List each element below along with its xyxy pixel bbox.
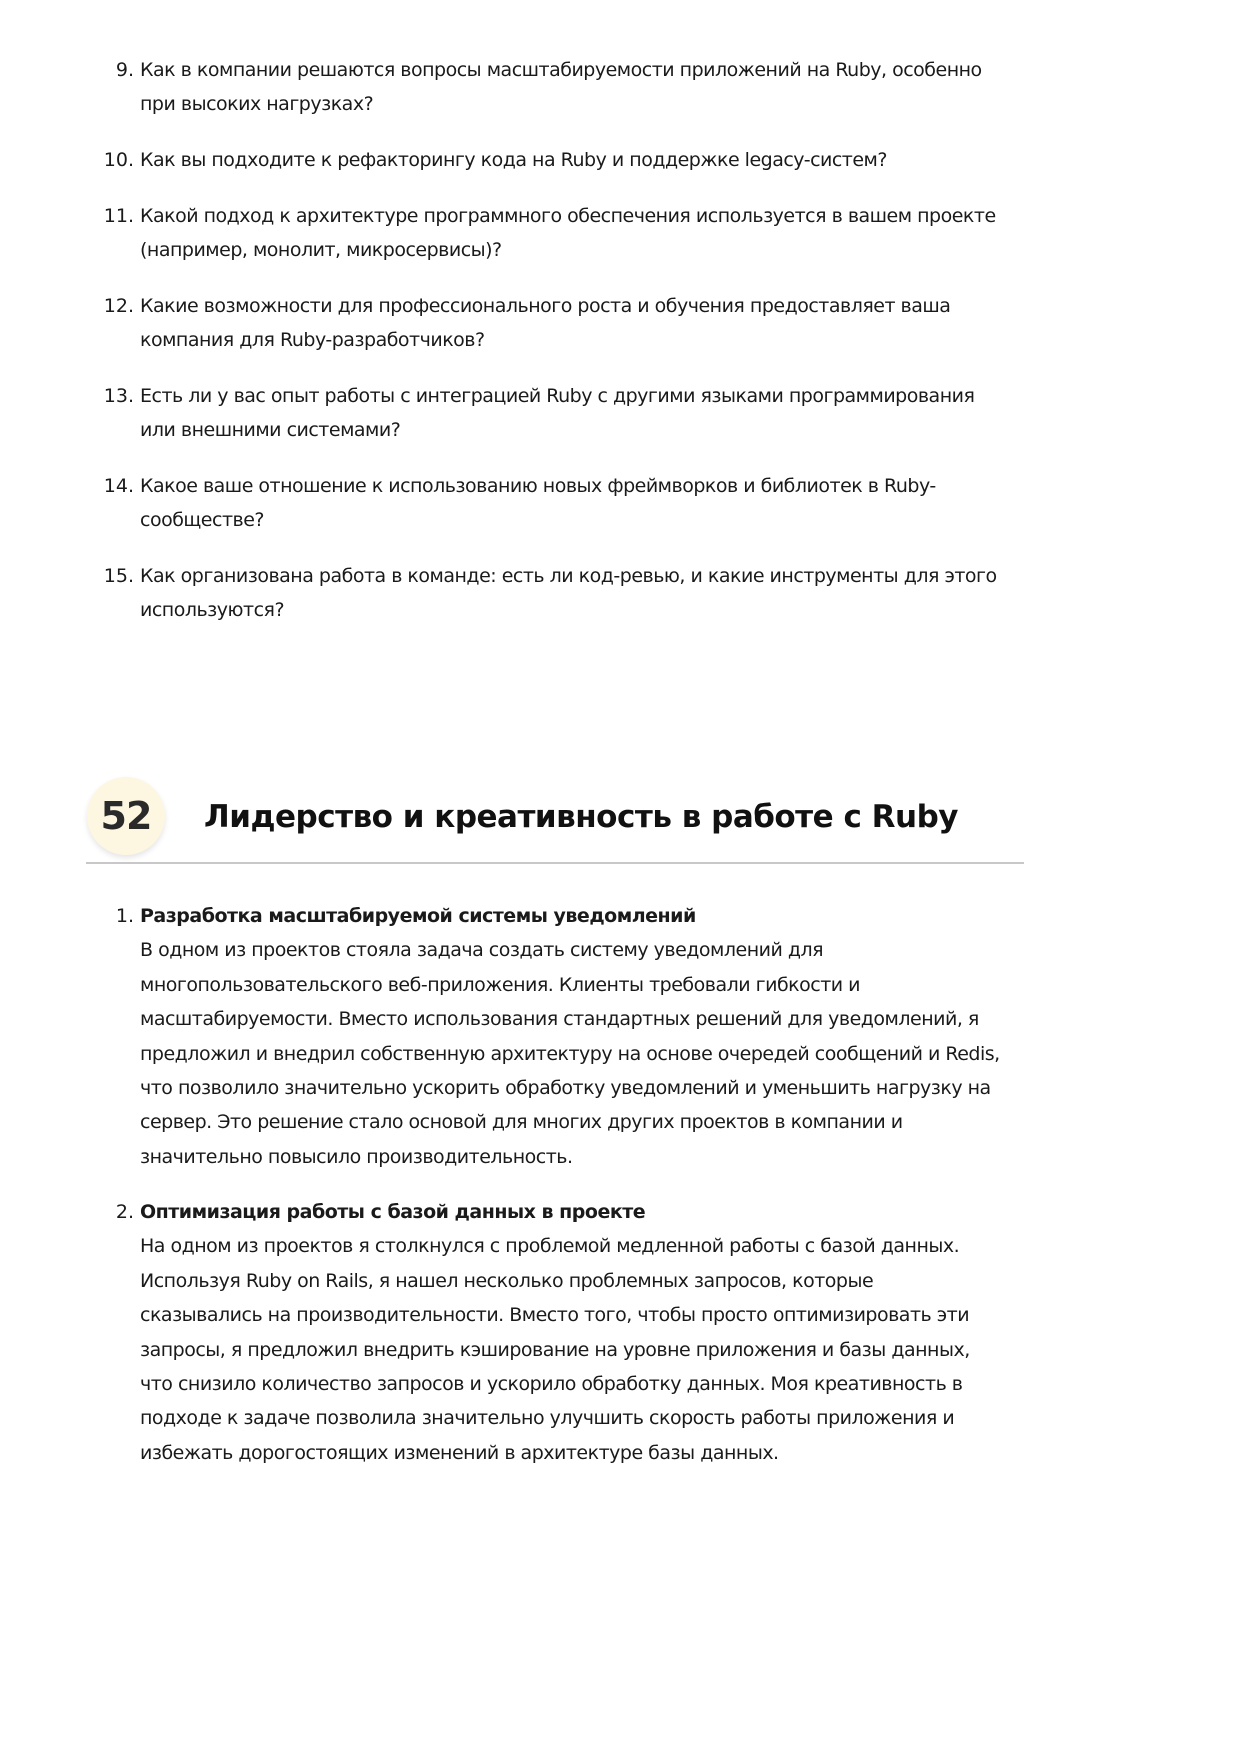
- list-item-text: Как в компании решаются вопросы масштабируемости приложений на Ruby, особенно при высоких нагрузках?: [140, 59, 982, 115]
- story-line: что позволило значительно ускорить обработку уведомлений и уменьшить нагрузку на: [140, 1077, 991, 1100]
- story-line: многопользовательского веб-приложения. Клиенты требовали гибкости и: [140, 973, 861, 996]
- section-title: Лидерство и креативность в работе с Ruby: [204, 799, 958, 835]
- list-item-text: Какие возможности для профессионального роста и обучения предоставляет ваша компания для Ruby-разработчиков?: [140, 295, 951, 351]
- story-line: запросы, я предложил внедрить кэширование на уровне приложения и базы данных,: [140, 1338, 970, 1361]
- section-number-badge: 52: [87, 777, 165, 855]
- story-line: сказывались на производительности. Вместо того, чтобы просто оптимизировать эти: [140, 1304, 970, 1327]
- story-line: В одном из проектов стояла задача создать систему уведомлений для: [140, 939, 824, 962]
- list-item-number: 10.: [103, 149, 134, 171]
- list-item-text: Есть ли у вас опыт работы с интеграцией Ruby с другими языками программирования или внешними системами?: [140, 385, 975, 441]
- list-item-number: 9.: [115, 59, 134, 81]
- story-line: предложил и внедрил собственную архитектуру на основе очередей сообщений и Redis,: [140, 1042, 1000, 1065]
- story-line: что снизило количество запросов и ускорило обработку данных. Моя креативность в: [140, 1373, 963, 1396]
- list-item-number: 13.: [103, 385, 134, 407]
- story-number: 1.: [115, 905, 134, 927]
- story-number: 2.: [115, 1201, 134, 1223]
- list-item-number: 12.: [103, 295, 134, 317]
- story-title: Оптимизация работы с базой данных в проекте: [140, 1201, 646, 1223]
- story-line: Используя Ruby on Rails, я нашел несколько проблемных запросов, которые: [140, 1269, 874, 1292]
- list-item-number: 11.: [103, 205, 134, 227]
- list-item-number: 14.: [103, 475, 134, 497]
- story-line: масштабируемости. Вместо использования стандартных решений для уведомлений, я: [140, 1008, 979, 1031]
- story-line: сервер. Это решение стало основой для многих других проектов в компании и: [140, 1111, 903, 1134]
- story-line: значительно повысило производительность.: [140, 1145, 573, 1168]
- list-item-text: Какое ваше отношение к использованию новых фреймворков и библиотек в Ruby- сообществе?: [140, 475, 936, 531]
- story-line: подходе к задаче позволила значительно улучшить скорость работы приложения и: [140, 1407, 955, 1430]
- list-item-text: Какой подход к архитектуре программного обеспечения используется в вашем проекте (например, монолит, микросервисы)?: [140, 205, 996, 261]
- list-item-number: 15.: [103, 565, 134, 587]
- story-body: [140, 899, 1032, 1174]
- story-title: Разработка масштабируемой системы уведомлений: [140, 905, 696, 927]
- list-item-text: Как вы подходите к рефакторингу кода на Ruby и поддержке legacy-систем?: [140, 149, 887, 171]
- list-item-text: Как организована работа в команде: есть ли код-ревью, и какие инструменты для этого используются?: [140, 565, 997, 621]
- section-divider: [86, 862, 1024, 864]
- story-body: [140, 1195, 1032, 1470]
- story-line: избежать дорогостоящих изменений в архитектуре базы данных.: [140, 1441, 779, 1464]
- story-line: На одном из проектов я столкнулся с проблемой медленной работы с базой данных.: [140, 1235, 960, 1258]
